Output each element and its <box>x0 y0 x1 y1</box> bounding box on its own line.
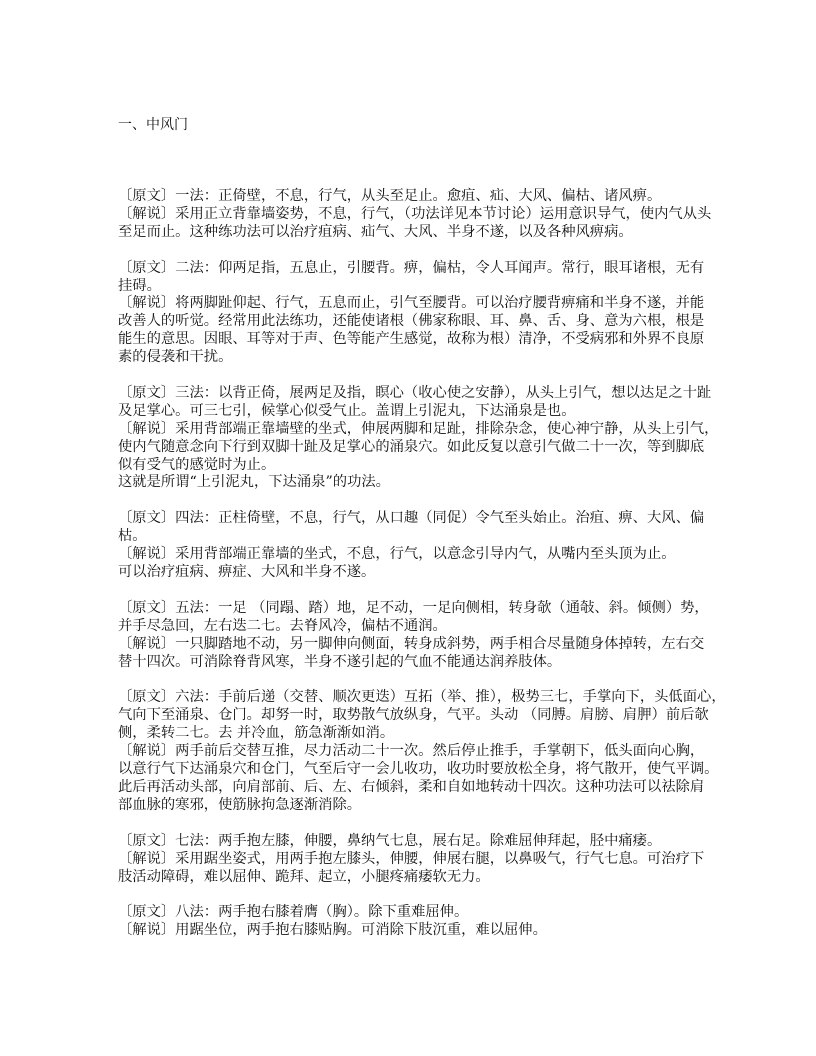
text-line: 改善人的听觉。经常用此法练功，还能使诸根（佛家称眼、耳、鼻、舌、身、意为六根，根是 <box>118 313 705 330</box>
text-line: 枯。 <box>118 528 147 545</box>
text-line: 使内气随意念向下行到双脚十趾及足掌心的涌泉穴。如此反复以意引气做二十一次，等到脚底 <box>118 438 705 455</box>
text-line: 以意行气下达涌泉穴和仓门，气至后守一会儿收功，收功时要放松全身，将气散开，使气平调。 <box>118 761 719 778</box>
text-line: 〔原文〕八法：两手抱右膝着膺（胸）。除下重难屈伸。 <box>118 904 469 921</box>
text-line: 这就是所谓“上引泥丸，下达涌泉”的功法。 <box>118 474 390 491</box>
method-section <box>118 510 718 582</box>
text-line: 〔解说〕采用正立背靠墙姿势，不息，行气，（功法详见本节讨论）运用意识导气，使内气从头 <box>118 205 712 222</box>
method-section <box>118 600 718 672</box>
method-section <box>118 188 718 242</box>
section-title: 一、中风门 <box>118 117 188 133</box>
method-section <box>118 904 718 940</box>
text-line: 〔解说〕将两脚趾仰起、行气，五息而止，引气至腰背。可以治疗腰背痹痛和半身不遂，并能 <box>118 295 705 312</box>
text-line: 〔解说〕采用背部端正靠墙的坐式，不息，行气，以意念引导内气，从嘴内至头顶为止。 <box>118 546 676 563</box>
text-line: 素的侵袭和干扰。 <box>118 349 233 366</box>
text-line: 〔解说〕采用踞坐姿式，用两手抱左膝头，伸腰，伸展右腿，以鼻吸气，行气七息。可治疗下 <box>118 850 705 867</box>
text-line: 此后再活动头部，向肩部前、后、左、右倾斜，柔和自如地转动十四次。这种功法可以祛除肩 <box>118 778 705 795</box>
text-line: 能生的意思。因眼、耳等对于声、色等能产生感觉，故称为根）清净，不受病邪和外界不良原 <box>118 331 705 348</box>
text-line: 〔解说〕一只脚踏地不动，另一脚伸向侧面，转身成斜势，两手相合尽量随身体掉转，左右交 <box>118 635 705 652</box>
text-line: 似有受气的感觉时为止。 <box>118 456 276 473</box>
text-line: 〔原文〕三法：以背正倚，展两足及指，瞑心（收心使之安静），从头上引气，想以达足之十趾 <box>118 385 712 402</box>
text-line: 气向下至涌泉、仓门。却努一时，取势散气放纵身，气平。头动 （同膊。肩膀、肩胛）前后欹 <box>118 707 709 724</box>
text-line: 侧，柔转二七。去 并冷血，筋急渐渐如消。 <box>118 725 395 742</box>
method-section <box>118 833 718 887</box>
text-line: 至足而止。这种练功法可以治疗疽病、疝气、大风、半身不遂，以及各种风痹病。 <box>118 223 633 240</box>
text-line: 〔原文〕一法：正倚壁，不息，行气，从头至足止。愈疽、疝、大风、偏枯、诸风痹。 <box>118 188 662 204</box>
text-line: 及足掌心。可三七引，候掌心似受气止。盖谓上引泥丸，下达涌泉是也。 <box>118 402 576 419</box>
text-line: 可以治疗疽病、痹症、大风和半身不遂。 <box>118 564 376 581</box>
text-line: 〔原文〕七法：两手抱左膝，伸腰，鼻纳气七息，展右足。除难屈伸拜起，胫中痛痿。 <box>118 832 662 849</box>
method-section <box>118 260 718 367</box>
sections-container <box>118 188 726 940</box>
text-line: 替十四次。可消除脊背风寒，半身不遂引起的气血不能通达润养肢体。 <box>118 653 562 670</box>
text-line: 〔原文〕五法：一足 （同蹋、踏）地，足不动，一足向侧相，转身欹（通敧、斜。倾侧）势， <box>118 599 709 616</box>
text-line: 挂碍。 <box>118 277 161 294</box>
text-line: 肢活动障碍，难以屈伸、跪拜、起立，小腿疼痛痿软无力。 <box>118 868 490 885</box>
text-line: 〔解说〕采用背部端正靠墙壁的坐式，伸展两脚和足趾，排除杂念，使心神宁静，从头上引气， <box>118 420 719 437</box>
text-line: 〔解说〕两手前后交替互推，尽力活动二十一次。然后停止推手，手掌朝下，低头面向心胸， <box>118 743 705 760</box>
method-section <box>118 689 726 814</box>
text-line: 并手尽急回，左右迭二七。去脊风冷，偏枯不通润。 <box>118 617 447 634</box>
text-line: 〔原文〕二法：仰两足指，五息止，引腰背。痹，偏枯，令人耳闻声。常行，眼耳诸根，无有 <box>118 259 705 276</box>
method-section <box>118 385 718 492</box>
text-line: 〔解说〕用踞坐位，两手抱右膝贴胸。可消除下肢沉重，难以屈伸。 <box>118 922 547 939</box>
text-line: 〔原文〕四法：正柱倚壁，不息，行气，从口趣（同促）令气至头始止。治疽、痹、大风、偏 <box>118 510 705 527</box>
text-line: 〔原文〕六法：手前后递（交替、顺次更迭）互拓（举、推），极势三七，手掌向下，头低面心， <box>118 689 726 706</box>
document-page <box>118 116 726 958</box>
text-line: 部血脉的寒邪，使筋脉拘急逐渐消除。 <box>118 796 362 813</box>
